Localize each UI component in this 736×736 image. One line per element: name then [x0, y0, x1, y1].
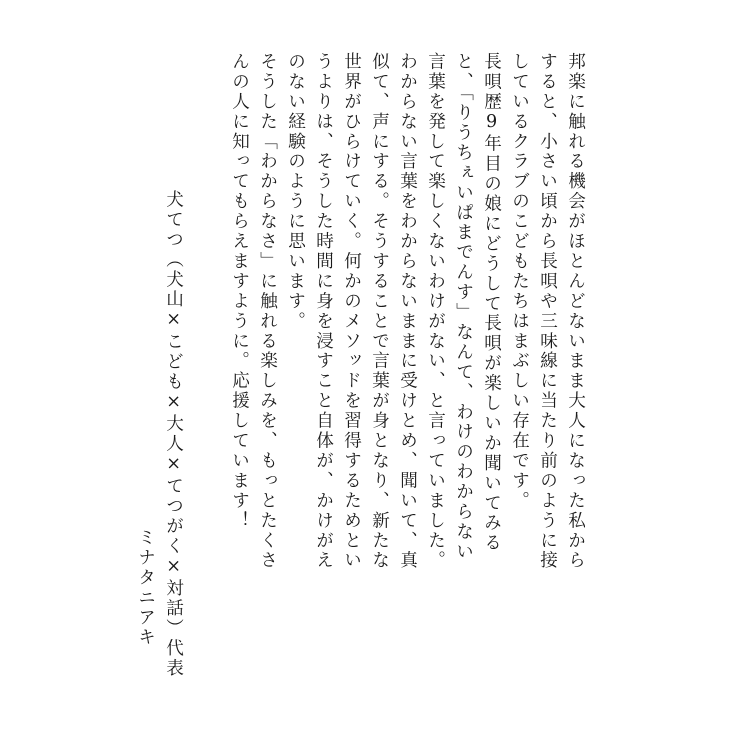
message-line: 世界がひらけていく。何かのメソッドを習得するためとい: [341, 52, 362, 571]
message-line: そうした「わからなさ」に触れる楽しみを、もっとたくさ: [257, 52, 278, 571]
message-line: と、「りうちぇいぱまでんす」なんて、わけのわからない: [453, 52, 474, 562]
message-line: すると、小さい頃から長唄や三味線に当たり前のように接: [537, 52, 558, 571]
message-line: 似て、声にする。そうすることで言葉が身となり、新たな: [369, 52, 390, 571]
signature-name: ミナタニアキ: [135, 528, 156, 648]
message-line: 邦楽に触れる機会がほとんどないまま大人になった私から: [565, 52, 586, 571]
message-line: のない経験のように思います。: [285, 52, 306, 332]
message-line: 言葉を発して楽しくないわけがない、と言っていました。: [425, 52, 446, 571]
message-line: 長唄歴9年目の娘にどうして長唄が楽しいか聞いてみる: [481, 52, 502, 554]
message-line: わからない言葉をわからないままに受けとめ、聞いて、真: [397, 52, 418, 571]
message-line: んの人に知ってもらえますように。応援しています！: [229, 52, 250, 531]
signature-organization: 犬てつ（犬山×こども×大人×てつがく×対話）代表: [163, 190, 184, 679]
message-line: うよりは、そうした時間に身を浸すこと自体が、かけがえ: [313, 52, 334, 571]
message-line: しているクラブのこどもたちはまぶしい存在です。: [509, 52, 530, 511]
